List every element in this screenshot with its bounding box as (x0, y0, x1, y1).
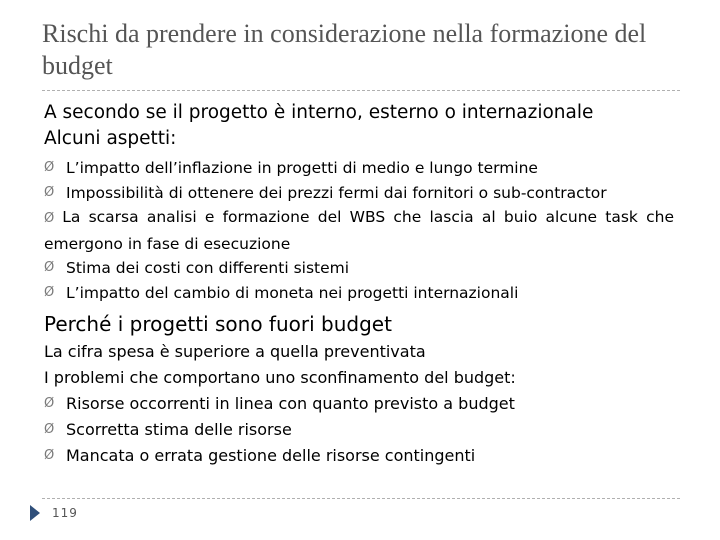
intro-line-2: Alcuni aspetti: (44, 128, 177, 149)
footer-divider (42, 498, 680, 499)
arrow-bullet-icon: Ø (44, 422, 55, 437)
footer-arrow-icon (30, 505, 40, 521)
page-number: 119 (52, 506, 78, 520)
slide-body (44, 100, 674, 469)
list-item: Ø L’impatto dell’inflazione in progetti di medio e lungo termine (44, 156, 674, 181)
list-item: Ø Risorse occorrenti in linea con quanto previsto a budget (44, 391, 674, 417)
section-heading: Perché i progetti sono fuori budget (44, 312, 392, 336)
list-item: Ø Impossibilità di ottenere dei prezzi fermi dai fornitori o sub-contractor (44, 181, 674, 206)
arrow-bullet-icon: Ø (44, 284, 55, 300)
slide-title: Rischi da prendere in considerazione nella formazione del budget (42, 19, 647, 80)
list-item: Ø L’impatto del cambio di moneta nei progetti internazionali (44, 281, 674, 306)
arrow-bullet-icon: Ø (44, 211, 55, 226)
list-item: Ø La scarsa analisi e formazione del WBS che lascia al buio alcune task che emergono in fase di esecuzione (44, 208, 674, 253)
summary-line-a: La cifra spesa è superiore a quella preventivata (44, 342, 426, 361)
intro-line-1: A secondo se il progetto è interno, esterno o internazionale (44, 102, 594, 123)
list-item: Ø Stima dei costi con differenti sistemi (44, 256, 674, 281)
arrow-bullet-icon: Ø (44, 260, 55, 275)
problems-list (44, 391, 674, 469)
arrow-bullet-icon: Ø (44, 160, 55, 175)
aspects-list (44, 156, 674, 305)
arrow-bullet-icon: Ø (44, 448, 55, 463)
summary-line-b: I problemi che comportano uno sconfinamento del budget: (44, 368, 516, 387)
arrow-bullet-icon: Ø (44, 396, 55, 411)
list-item: Ø Mancata o errata gestione delle risorse contingenti (44, 443, 674, 469)
title-divider (42, 90, 680, 91)
list-item: Ø Scorretta stima delle risorse (44, 417, 674, 443)
arrow-bullet-icon: Ø (44, 184, 55, 200)
